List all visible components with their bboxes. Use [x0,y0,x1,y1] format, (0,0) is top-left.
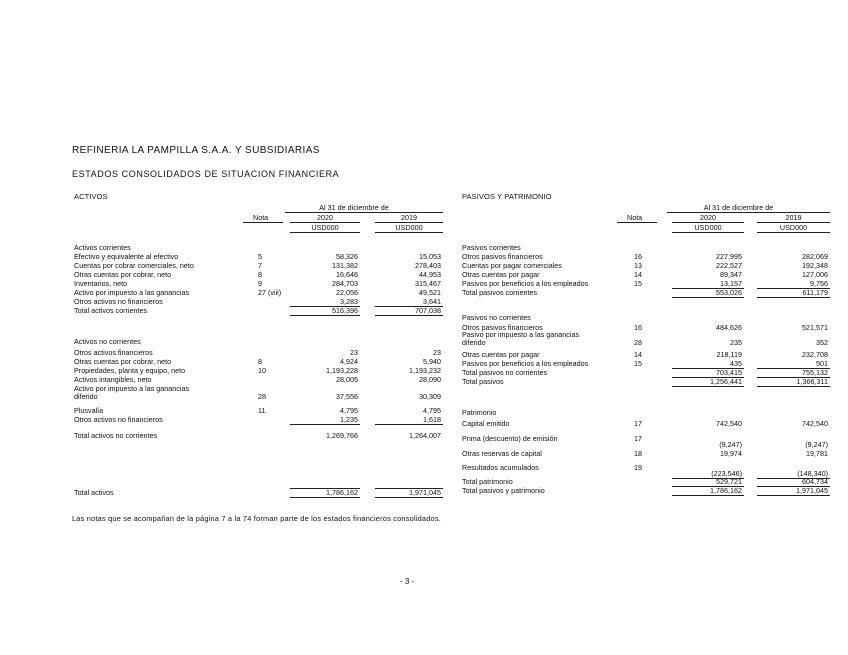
row-label: Total activos corrientes [74,306,148,315]
row-note: 27 (viii) [258,288,282,297]
row-value-2019: 1,264,007 [409,431,441,440]
row-value-2019: (148,340) [797,469,828,478]
row-note: 14 [634,270,642,279]
left-col-note: Nota [253,213,269,222]
row-value-2020: 484,626 [716,323,742,332]
row-value-2020: 4,795 [340,406,358,415]
row-value-2020: 529,721 [716,477,742,486]
company-title: REFINERIA LA PAMPILLA S.A.A. Y SUBSIDIARIAS [72,145,320,156]
row-value-2020: 703,415 [716,368,742,377]
right-section-title: PASIVOS Y PATRIMONIO [462,192,552,201]
row-label: Activos corrientes [74,243,131,252]
total-rule [290,315,360,316]
row-value-2020: 284,703 [332,279,358,288]
row-note: 7 [258,261,262,270]
row-value-2019: 49,521 [419,288,441,297]
row-value-2019: 742,540 [802,419,828,428]
row-value-2019: 501 [816,359,828,368]
row-value-2019: 611,179 [802,288,828,297]
row-note: 28 [634,338,642,347]
left-unit-rule-2 [375,232,443,233]
row-value-2019: 28,090 [419,375,441,384]
row-note: 14 [634,350,642,359]
row-note: 10 [258,366,266,375]
row-label: Patrimonio [462,408,497,417]
left-unit-2020: USD000 [311,223,339,232]
row-value-2020: 1,786,162 [710,486,742,495]
total-rule [672,495,744,496]
row-note: 28 [258,392,266,401]
row-value-2020: 222,527 [716,261,742,270]
total-rule [757,495,830,496]
row-value-2019: 315,467 [415,279,441,288]
row-value-2019: 1,618 [423,415,441,424]
left-period-header: Al 31 de diciembre de [319,203,389,212]
total-rule [757,297,830,298]
row-note: 17 [634,434,642,443]
row-label: Otros activos financieros [74,348,153,357]
row-value-2019: 127,006 [802,270,828,279]
row-value-2019: 521,571 [802,323,828,332]
row-note: 8 [258,270,262,279]
row-label: Activo por impuesto a las ganancias [74,288,190,297]
total-rule [672,297,744,298]
row-label: Total patrimonio [462,477,513,486]
left-unit-2019: USD000 [395,223,423,232]
right-note-rule [617,222,657,223]
total-rule [672,386,744,387]
row-label: Total activos no corrientes [74,431,158,440]
row-note: 15 [634,359,642,368]
row-value-2019: 282,069 [802,252,828,261]
row-label: Otras cuentas por cobrar, neto [74,357,172,366]
left-unit-rule-1 [290,232,360,233]
row-label-continued: diferido [74,392,98,401]
row-value-2019: 4,795 [423,406,441,415]
row-note: 18 [634,449,642,458]
row-value-2020: (9,247) [719,440,742,449]
total-rule [757,486,830,487]
row-value-2019: 44,953 [419,270,441,279]
total-rule [672,486,744,487]
row-label: Total pasivos corrientes [462,288,538,297]
row-value-2020: 1,235 [340,415,358,424]
row-value-2020: 58,326 [336,252,358,261]
page-number: - 3 - [400,577,415,586]
row-label: Activos intangibles, neto [74,375,152,384]
right-unit-2019: USD000 [779,223,808,232]
row-note: 16 [634,323,642,332]
row-label: Otros pasivos financieros [462,323,543,332]
row-value-2020: 235 [730,338,742,347]
row-value-2019: 1,971,045 [796,486,828,495]
row-value-2019: 5,940 [423,357,441,366]
row-label: Otros activos no financieros [74,415,163,424]
row-label: Otros activos no financieros [74,297,163,306]
row-value-2019: (9,247) [805,440,828,449]
left-note-rule [243,222,283,223]
row-label: Otros pasivos financieros [462,252,543,261]
right-col-note: Nota [627,213,643,222]
row-value-2020: 1,269,766 [326,431,358,440]
row-value-2020: 131,382 [332,261,358,270]
row-note: 9 [258,279,262,288]
row-value-2020: 1,193,228 [326,366,358,375]
row-note: 5 [258,252,262,261]
row-label: Prima (descuento) de emisión [462,434,558,443]
row-value-2019: 1,971,045 [409,488,441,497]
right-unit-2020: USD000 [694,223,722,232]
row-value-2020: 218,119 [716,350,742,359]
row-label: Otras cuentas por pagar [462,270,540,279]
row-value-2020: 23 [350,348,358,357]
row-label: Total pasivos y patrimonio [462,486,545,495]
row-value-2020: 742,540 [716,419,742,428]
row-label: Total pasivos [462,377,504,386]
row-value-2019: 192,348 [802,261,828,270]
row-label: Otras cuentas por pagar [462,350,540,359]
row-label: Propiedades, planta y equipo, neto [74,366,186,375]
right-period-header: Al 31 de diciembre de [703,203,774,212]
row-value-2020: 1,256,441 [710,377,742,386]
row-value-2019: 604,734 [802,477,828,486]
left-section-title: ACTIVOS [74,192,108,201]
row-note: 16 [634,252,642,261]
statement-title: ESTADOS CONSOLIDADOS DE SITUACION FINANCIERA [72,169,340,179]
row-value-2020: 4,924 [340,357,358,366]
row-label: Pasivo por impuesto a las ganancias [462,330,580,339]
row-note: 17 [634,419,642,428]
row-label: Pasivos no corrientes [462,313,531,322]
row-value-2020: 16,646 [336,270,358,279]
left-col-2019: 2019 [401,213,417,222]
row-note: 19 [634,463,642,472]
row-value-2019: 15,053 [419,252,441,261]
row-label: Pasivos por beneficios a los empleados [462,359,589,368]
row-label: Cuentas por cobrar comerciales, neto [74,261,194,270]
row-value-2019: 30,309 [419,392,441,401]
row-note: 8 [258,357,262,366]
total-rule [375,315,443,316]
row-note: 15 [634,279,642,288]
row-value-2019: 352 [816,338,828,347]
row-value-2019: 707,038 [415,306,441,315]
row-label: Capital emitido [462,419,510,428]
row-value-2020: 516,396 [332,306,358,315]
right-unit-rule-2 [757,232,830,233]
row-value-2020: 19,974 [720,449,742,458]
row-label: Plusvalía [74,406,104,415]
row-label: Otras cuentas por cobrar, neto [74,270,172,279]
row-value-2019: 9,756 [810,279,828,288]
row-value-2020: 3,283 [340,297,358,306]
left-col-2020: 2020 [317,213,333,222]
row-value-2020: 553,026 [716,288,742,297]
row-label: Inventarios, neto [74,279,128,288]
row-label: Total activos [74,488,114,497]
total-rule [290,497,360,498]
row-value-2019: 755,132 [802,368,828,377]
row-note: 13 [634,261,642,270]
row-label: Efectivo y equivalente al efectivo [74,252,179,261]
total-rule [290,488,360,489]
row-value-2019: 1,366,311 [796,377,828,386]
row-value-2020: 13,157 [720,279,742,288]
row-value-2020: 89,347 [720,270,742,279]
row-note: 11 [258,406,266,415]
row-label: Pasivos corrientes [462,243,521,252]
right-col-2019: 2019 [785,213,802,222]
right-col-2020: 2020 [700,213,716,222]
row-label: Activos no corrientes [74,337,141,346]
row-value-2020: 22,056 [336,288,358,297]
row-value-2020: 227,995 [716,252,742,261]
row-value-2019: 278,403 [415,261,441,270]
row-value-2020: 1,786,162 [326,488,358,497]
row-label-continued: diferido [462,338,486,347]
total-rule [757,386,830,387]
row-label: Cuentas por pagar comerciales [462,261,562,270]
row-label: Activo por impuesto a las ganancias [74,384,190,393]
row-label: Resultados acumulados [462,463,539,472]
total-rule [375,488,443,489]
row-value-2019: 3,641 [423,297,441,306]
row-value-2019: 1,193,232 [409,366,441,375]
row-value-2020: 435 [730,359,742,368]
row-label: Total pasivos no corrientes [462,368,548,377]
right-unit-rule-1 [672,232,744,233]
total-rule [375,424,443,425]
row-value-2019: 23 [433,348,441,357]
total-rule [290,424,360,425]
row-label: Pasivos por beneficios a los empleados [462,279,589,288]
row-label: Otras reservas de capital [462,449,542,458]
row-value-2019: 232,708 [802,350,828,359]
footnote: Las notas que se acompañan de la página 7 a la 74 forman parte de los estados financieros consolidados. [72,514,442,523]
total-rule [375,497,443,498]
row-value-2020: 37,556 [336,392,358,401]
row-value-2020: (223,546) [711,469,742,478]
row-value-2019: 19,781 [806,449,828,458]
row-value-2020: 28,005 [336,375,358,384]
